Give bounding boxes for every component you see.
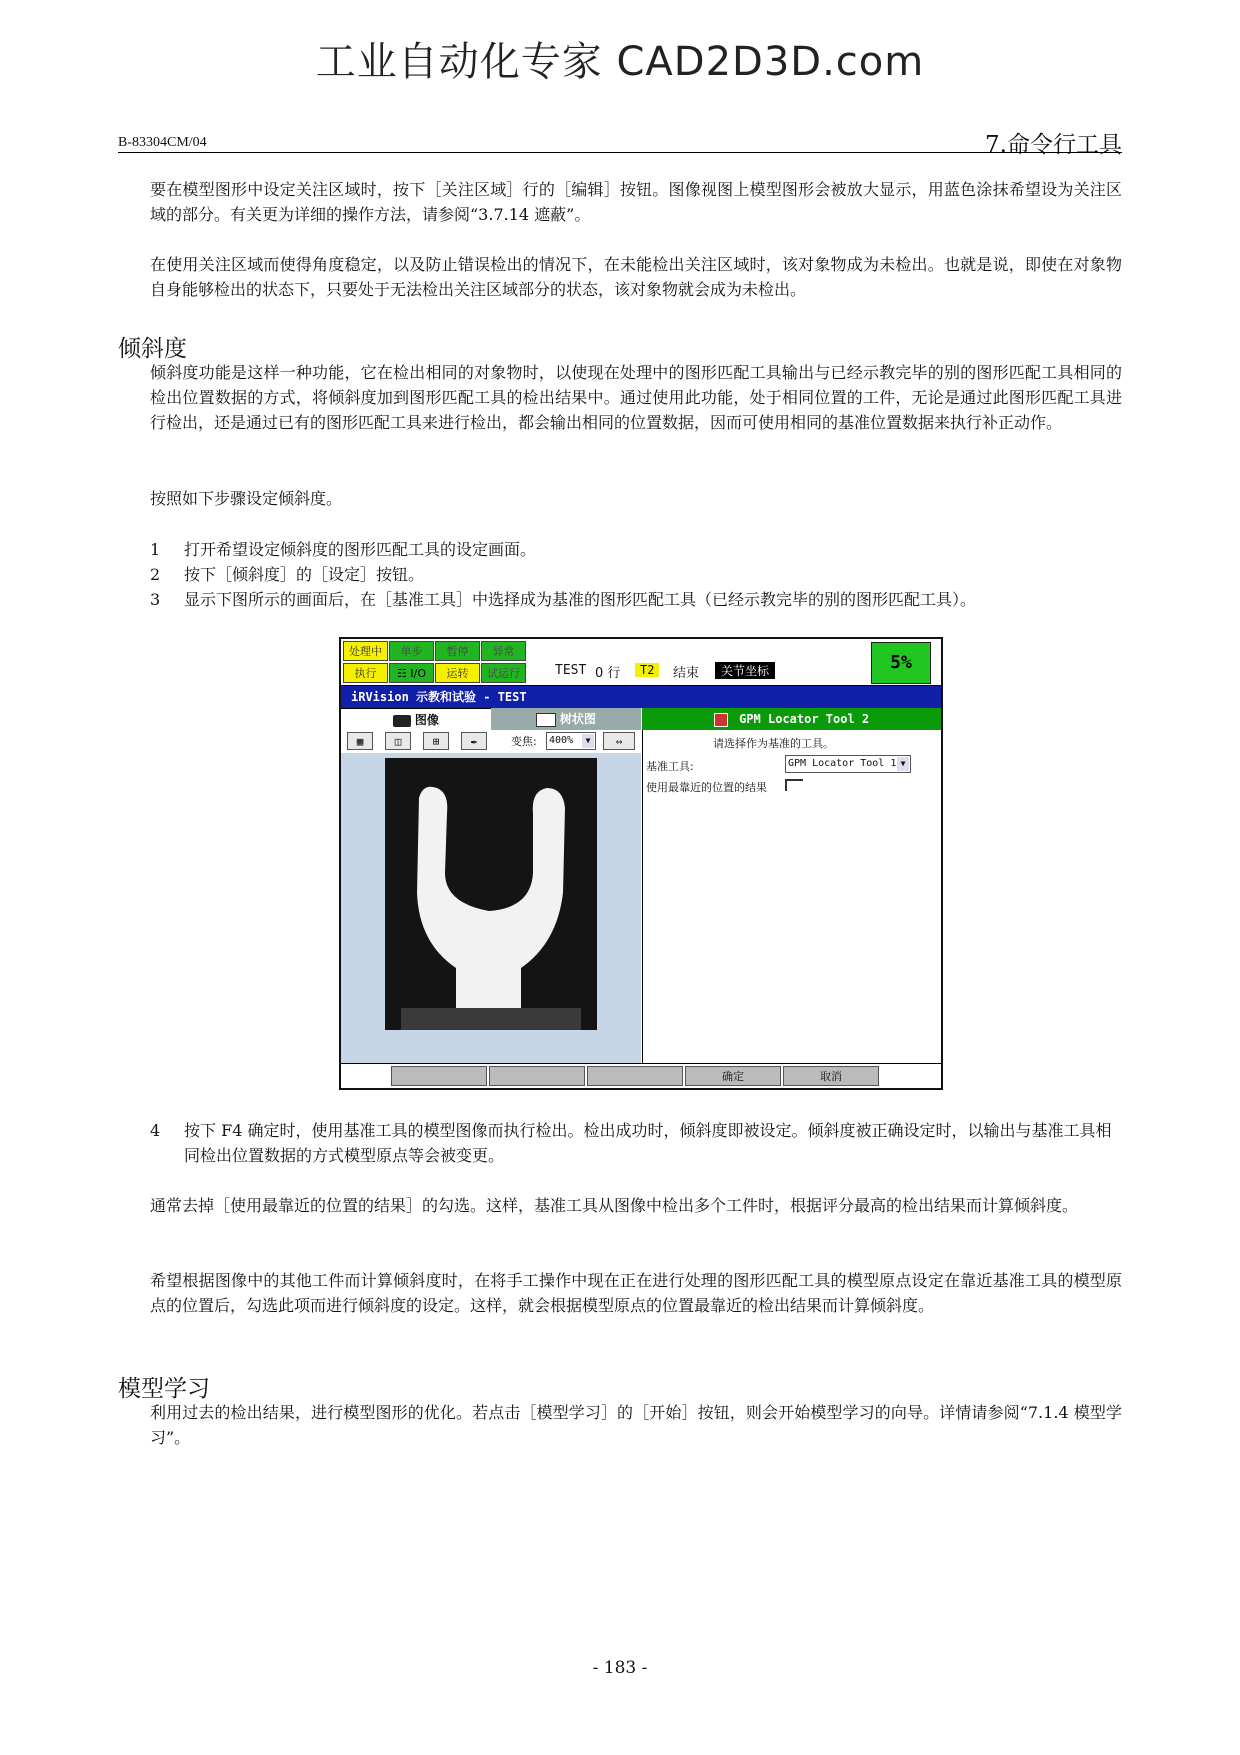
view-tabs <box>341 708 641 730</box>
status-step: 单步 <box>389 641 434 661</box>
camera-image-pane <box>341 753 641 1063</box>
step-text: 显示下图所示的画面后，在［基准工具］中选择成为基准的图形匹配工具（已经示教完毕的别的图形匹配工具）。 <box>184 590 977 609</box>
camera-icon <box>393 715 411 727</box>
header-rule <box>118 152 1122 153</box>
program-name: TEST <box>555 663 587 678</box>
status-io-label: I/O <box>410 667 426 680</box>
tab-image[interactable] <box>341 708 491 731</box>
step-number: 4 <box>150 1121 161 1140</box>
step-number: 2 <box>150 565 161 584</box>
status-pause: 暂停 <box>435 641 480 661</box>
paragraph-uncheck-nearest: 通常去掉［使用最靠近的位置的结果］的勾选。这样，基准工具从图像中检出多个工件时，根据评分最高的检出结果而计算倾斜度。 <box>150 1196 1079 1215</box>
paragraph-steps-intro: 按照如下步骤设定倾斜度。 <box>150 489 343 508</box>
paragraph-check-nearest: 希望根据图像中的其他工件而计算倾斜度时，在将手工操作中现在正在进行处理的图形匹配工具的模型原点设定在靠近基准工具的模型原点的位置后，勾选此项而进行倾斜度的设定。这样，就会根据模型原点的位置最靠近的检出结果而计算倾斜度。 <box>150 1271 1122 1315</box>
coord-system: 关节坐标 <box>715 662 775 679</box>
ref-tool-value: GPM Locator Tool 1 <box>788 758 897 769</box>
nearest-result-label: 使用最靠近的位置的结果 <box>646 781 767 794</box>
page-number: - 183 - <box>592 1658 648 1678</box>
image-toolbar <box>341 730 641 752</box>
tool-settings-pane <box>642 730 942 1063</box>
paragraph-attention-area: 要在模型图形中设定关注区域时，按下［关注区域］行的［编辑］按钮。图像视图上模型图形会被放大显示，用蓝色涂抹希望设为关注区域的部分。有关更为详细的操作方法，请参阅“3.7.14 遮蔽”。 <box>150 180 1122 224</box>
f1-key[interactable] <box>391 1066 487 1086</box>
chapter-title: 7.命令行工具 <box>985 132 1122 158</box>
window-title: iRVision 示教和试验 - TEST <box>341 686 941 708</box>
status-alarm: 异常 <box>481 641 526 661</box>
status-bar <box>341 639 941 686</box>
f3-key[interactable] <box>587 1066 683 1086</box>
function-key-bar <box>341 1063 941 1089</box>
override-percent: 5% <box>871 642 931 684</box>
grid-icon[interactable]: ⊞ <box>423 732 449 750</box>
doc-id: B-83304CM/04 <box>118 135 207 150</box>
zoom-value: 400% <box>549 735 574 746</box>
step-number: 3 <box>150 590 161 609</box>
copy-image-icon[interactable]: ◫ <box>385 732 411 750</box>
run-state: 结束 <box>673 666 700 681</box>
mode-badge: T2 <box>635 663 659 677</box>
status-processing: 处理中 <box>343 641 388 661</box>
tool-header <box>642 708 941 730</box>
fit-window-icon[interactable]: ⇔ <box>603 732 635 750</box>
heading-model-learning: 模型学习 <box>118 1376 210 1402</box>
tree-icon <box>536 713 556 727</box>
step-number: 1 <box>150 540 161 559</box>
chevron-down-icon: ▼ <box>897 757 909 771</box>
step-text: 打开希望设定倾斜度的图形匹配工具的设定画面。 <box>184 540 537 559</box>
cancel-button[interactable]: 取消 <box>783 1066 879 1086</box>
camera-image <box>341 753 641 1063</box>
tool-title: GPM Locator Tool 2 <box>739 712 870 726</box>
paragraph-model-learning: 利用过去的检出结果，进行模型图形的优化。若点击［模型学习］的［开始］按钮，则会开始模型学习的向导。详情请参阅“7.1.4 模型学习”。 <box>150 1403 1122 1447</box>
status-execute: 执行 <box>343 663 388 683</box>
step-text: 按下［倾斜度］的［设定］按钮。 <box>184 565 425 584</box>
tab-image-label: 图像 <box>414 713 439 727</box>
pen-icon[interactable]: ✒ <box>461 732 487 750</box>
watermark-banner: 工业自动化专家 CAD2D3D.com <box>315 39 925 85</box>
pendant-screenshot <box>339 637 943 1090</box>
step-text: 按下 F4 确定时，使用基准工具的模型图像而执行检出。检出成功时，倾斜度即被设定。倾斜度被正确设定时，以输出与基准工具相同检出位置数据的方式模型原点等会被变更。 <box>184 1121 1112 1165</box>
line-number: 0 行 <box>595 666 621 681</box>
heading-tilt: 倾斜度 <box>118 336 187 362</box>
nearest-result-checkbox[interactable] <box>785 779 803 791</box>
ref-tool-select[interactable] <box>785 755 911 773</box>
status-io: ☷ I/O <box>389 663 434 683</box>
ok-button[interactable]: 确定 <box>685 1066 781 1086</box>
f2-key[interactable] <box>489 1066 585 1086</box>
status-run: 运转 <box>435 663 480 683</box>
paragraph-undetected: 在使用关注区域而使得角度稳定，以及防止错误检出的情况下，在未能检出关注区域时，该对象物成为未检出。也就是说，即使在对象物自身能够检出的状态下，只要处于无法检出关注区域部分的状态，该对象物就会成为未检出。 <box>150 255 1122 299</box>
tab-tree[interactable] <box>491 708 641 730</box>
tab-tree-label: 树状图 <box>559 712 596 726</box>
program-status <box>555 641 855 683</box>
snap-icon[interactable]: ▦ <box>347 732 373 750</box>
ref-tool-label: 基准工具: <box>646 760 694 773</box>
focus-label: 变焦: <box>511 735 537 748</box>
paragraph-tilt-description: 倾斜度功能是这样一种功能，它在检出相同的对象物时，以使现在处理中的图形匹配工具输出与已经示教完毕的别的图形匹配工具相同的检出位置数据的方式，将倾斜度加到图形匹配工具的检出结果中。通过使用此功能，处于相同位置的工件，无论是通过此图形匹配工具进行检出，还是通过已有的图形匹配工具来进行检出，都会输出相同的位置数据，因而可使用相同的基准位置数据来执行补正动作。 <box>150 363 1122 432</box>
status-testing: 试运行 <box>481 663 526 683</box>
tool-icon <box>714 713 728 727</box>
zoom-select[interactable] <box>546 732 596 750</box>
chevron-down-icon: ▼ <box>582 734 594 748</box>
instruction-text: 请选择作为基准的工具。 <box>713 737 834 750</box>
